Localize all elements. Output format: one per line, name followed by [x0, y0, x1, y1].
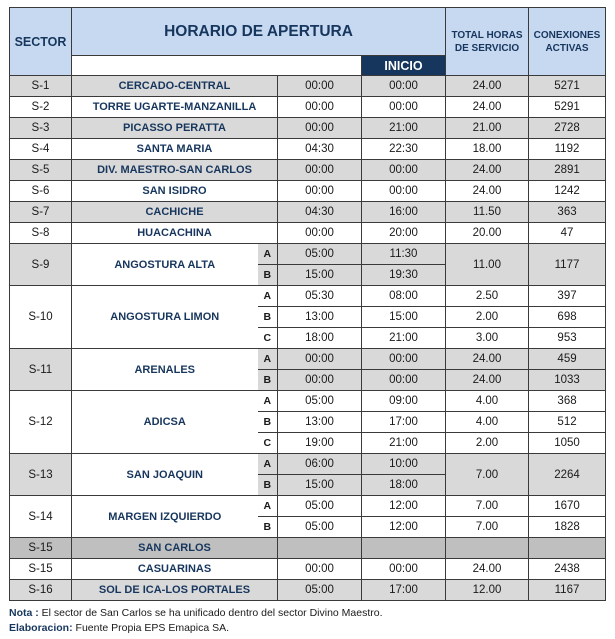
- fin-cell: 19:30: [362, 265, 446, 286]
- fin-cell: 21:00: [362, 118, 446, 139]
- total-cell: 4.00: [446, 412, 529, 433]
- fin-cell: 21:00: [362, 433, 446, 454]
- table-row: [10, 496, 606, 517]
- header-sector: SECTOR: [10, 8, 72, 76]
- fin-cell: 22:30: [362, 139, 446, 160]
- total-cell: 7.00: [446, 496, 529, 517]
- schedule-table: [9, 7, 606, 601]
- header-horario: HORARIO DE APERTURA: [72, 8, 446, 56]
- elaboracion-line: [9, 621, 383, 636]
- inicio-cell: 13:00: [278, 412, 362, 433]
- total-cell: 7.00: [446, 517, 529, 538]
- subsector-label: B: [258, 265, 278, 286]
- sector-cell: S-14: [10, 496, 72, 538]
- inicio-cell: 05:00: [278, 244, 362, 265]
- total-cell: 2.50: [446, 286, 529, 307]
- fin-cell: 20:00: [362, 223, 446, 244]
- sector-cell: S-6: [10, 181, 72, 202]
- inicio-cell: 05:00: [278, 517, 362, 538]
- sector-cell: S-2: [10, 97, 72, 118]
- sector-name: ADICSA: [72, 391, 258, 454]
- sector-cell: S-15: [10, 538, 72, 559]
- total-cell: 24.00: [446, 349, 529, 370]
- sector-cell: S-8: [10, 223, 72, 244]
- header-total-horas: TOTAL HORAS DE SERVICIO: [446, 8, 529, 76]
- sector-name: SAN ISIDRO: [72, 181, 278, 202]
- fin-cell: 16:00: [362, 202, 446, 223]
- sector-name: SANTA MARIA: [72, 139, 278, 160]
- fin-cell: 21:00: [362, 328, 446, 349]
- total-cell: 2.00: [446, 307, 529, 328]
- sector-cell: S-7: [10, 202, 72, 223]
- total-cell: 7.00: [446, 454, 529, 496]
- nota-label: Nota :: [9, 607, 39, 619]
- inicio-cell: 15:00: [278, 475, 362, 496]
- inicio-cell: 05:00: [278, 496, 362, 517]
- inicio-cell: 00:00: [278, 370, 362, 391]
- conexiones-cell: 363: [529, 202, 606, 223]
- sector-name: ANGOSTURA LIMON: [72, 286, 258, 349]
- table-row: [10, 538, 606, 559]
- fin-cell: 00:00: [362, 97, 446, 118]
- conexiones-cell: 1828: [529, 517, 606, 538]
- total-cell: 24.00: [446, 370, 529, 391]
- sector-cell: S-16: [10, 580, 72, 601]
- sector-cell: S-9: [10, 244, 72, 286]
- nota-line: [9, 606, 383, 621]
- sector-name: CACHICHE: [72, 202, 278, 223]
- table-row: [10, 559, 606, 580]
- elaboracion-label: Elaboracion:: [9, 622, 73, 634]
- fin-cell: 17:00: [362, 412, 446, 433]
- table-row: [10, 286, 606, 307]
- inicio-cell: 05:00: [278, 580, 362, 601]
- total-cell: 24.00: [446, 160, 529, 181]
- conexiones-cell: 459: [529, 349, 606, 370]
- conexiones-cell: 2438: [529, 559, 606, 580]
- sector-cell: S-4: [10, 139, 72, 160]
- conexiones-cell: 368: [529, 391, 606, 412]
- inicio-cell: 04:30: [278, 202, 362, 223]
- sector-name: CERCADO-CENTRAL: [72, 76, 278, 97]
- fin-cell: 09:00: [362, 391, 446, 412]
- sector-name: HUACACHINA: [72, 223, 278, 244]
- table-row: [10, 580, 606, 601]
- total-cell: 11.50: [446, 202, 529, 223]
- total-cell: 21.00: [446, 118, 529, 139]
- total-cell: 2.00: [446, 433, 529, 454]
- inicio-cell: 00:00: [278, 76, 362, 97]
- fin-cell: 08:00: [362, 286, 446, 307]
- conexiones-cell: 953: [529, 328, 606, 349]
- subsector-label: A: [258, 496, 278, 517]
- conexiones-cell: [529, 538, 606, 559]
- table-row: [10, 223, 606, 244]
- header-blank-cell: [72, 56, 362, 76]
- sector-name: SAN JOAQUIN: [72, 454, 258, 496]
- conexiones-cell: 1670: [529, 496, 606, 517]
- sector-cell: S-3: [10, 118, 72, 139]
- conexiones-cell: 2264: [529, 454, 606, 496]
- total-cell: 20.00: [446, 223, 529, 244]
- conexiones-cell: 1192: [529, 139, 606, 160]
- fin-cell: 15:00: [362, 307, 446, 328]
- subsector-label: A: [258, 244, 278, 265]
- fin-cell: 12:00: [362, 496, 446, 517]
- table-row: [10, 76, 606, 97]
- inicio-cell: 00:00: [278, 223, 362, 244]
- fin-cell: 17:00: [362, 580, 446, 601]
- fin-cell: 12:00: [362, 517, 446, 538]
- table-row: [10, 160, 606, 181]
- conexiones-cell: 512: [529, 412, 606, 433]
- inicio-cell: 13:00: [278, 307, 362, 328]
- subsector-label: B: [258, 307, 278, 328]
- sector-name: CASUARINAS: [72, 559, 278, 580]
- inicio-cell: 04:30: [278, 139, 362, 160]
- sector-name: TORRE UGARTE-MANZANILLA: [72, 97, 278, 118]
- sector-cell: S-1: [10, 76, 72, 97]
- sector-cell: S-13: [10, 454, 72, 496]
- fin-cell: 18:00: [362, 475, 446, 496]
- table-row: [10, 391, 606, 412]
- subsector-label: B: [258, 517, 278, 538]
- fin-cell: 11:30: [362, 244, 446, 265]
- sector-name: MARGEN IZQUIERDO: [72, 496, 258, 538]
- total-cell: 11.00: [446, 244, 529, 286]
- conexiones-cell: 47: [529, 223, 606, 244]
- conexiones-cell: 5271: [529, 76, 606, 97]
- table-row: [10, 118, 606, 139]
- inicio-cell: 00:00: [278, 559, 362, 580]
- header-conexiones: CONEXIONES ACTIVAS: [529, 8, 606, 76]
- sector-name: DIV. MAESTRO-SAN CARLOS: [72, 160, 278, 181]
- inicio-cell: 00:00: [278, 160, 362, 181]
- total-cell: 12.00: [446, 580, 529, 601]
- table-row: [10, 454, 606, 475]
- header-inicio: INICIO: [362, 56, 446, 76]
- sector-name: ANGOSTURA ALTA: [72, 244, 258, 286]
- sector-cell: S-5: [10, 160, 72, 181]
- conexiones-cell: 698: [529, 307, 606, 328]
- nota-text: El sector de San Carlos se ha unificado dentro del sector Divino Maestro.: [38, 607, 383, 619]
- fin-cell: [362, 538, 446, 559]
- inicio-cell: 18:00: [278, 328, 362, 349]
- subsector-label: B: [258, 475, 278, 496]
- conexiones-cell: 5291: [529, 97, 606, 118]
- sector-name: SAN CARLOS: [72, 538, 278, 559]
- sector-name: PICASSO PERATTA: [72, 118, 278, 139]
- conexiones-cell: 397: [529, 286, 606, 307]
- subsector-label: C: [258, 328, 278, 349]
- table-row: [10, 349, 606, 370]
- conexiones-cell: 1242: [529, 181, 606, 202]
- conexiones-cell: 2728: [529, 118, 606, 139]
- total-cell: 4.00: [446, 391, 529, 412]
- fin-cell: 00:00: [362, 160, 446, 181]
- conexiones-cell: 1177: [529, 244, 606, 286]
- sector-cell: S-10: [10, 286, 72, 349]
- inicio-cell: 00:00: [278, 349, 362, 370]
- subsector-label: B: [258, 412, 278, 433]
- table-row: [10, 181, 606, 202]
- conexiones-cell: 2891: [529, 160, 606, 181]
- total-cell: 3.00: [446, 328, 529, 349]
- sector-cell: S-12: [10, 391, 72, 454]
- sector-name: SOL DE ICA-LOS PORTALES: [72, 580, 278, 601]
- elaboracion-text: Fuente Propia EPS Emapica SA.: [72, 622, 230, 634]
- table-row: [10, 97, 606, 118]
- footnotes: [9, 606, 383, 636]
- fin-cell: 10:00: [362, 454, 446, 475]
- inicio-cell: 05:30: [278, 286, 362, 307]
- total-cell: 24.00: [446, 559, 529, 580]
- fin-cell: 00:00: [362, 76, 446, 97]
- table-row: [10, 202, 606, 223]
- subsector-label: B: [258, 370, 278, 391]
- fin-cell: 00:00: [362, 559, 446, 580]
- total-cell: 24.00: [446, 97, 529, 118]
- sector-cell: S-15: [10, 559, 72, 580]
- conexiones-cell: 1033: [529, 370, 606, 391]
- fin-cell: 00:00: [362, 181, 446, 202]
- inicio-cell: 00:00: [278, 118, 362, 139]
- subsector-label: C: [258, 433, 278, 454]
- total-cell: [446, 538, 529, 559]
- total-cell: 24.00: [446, 181, 529, 202]
- conexiones-cell: 1167: [529, 580, 606, 601]
- inicio-cell: [278, 538, 362, 559]
- subsector-label: A: [258, 454, 278, 475]
- table-row: [10, 244, 606, 265]
- sector-cell: S-11: [10, 349, 72, 391]
- subsector-label: A: [258, 391, 278, 412]
- inicio-cell: 00:00: [278, 97, 362, 118]
- subsector-label: A: [258, 286, 278, 307]
- fin-cell: 00:00: [362, 370, 446, 391]
- fin-cell: 00:00: [362, 349, 446, 370]
- inicio-cell: 00:00: [278, 181, 362, 202]
- conexiones-cell: 1050: [529, 433, 606, 454]
- subsector-label: A: [258, 349, 278, 370]
- inicio-cell: 06:00: [278, 454, 362, 475]
- inicio-cell: 15:00: [278, 265, 362, 286]
- inicio-cell: 19:00: [278, 433, 362, 454]
- sector-name: ARENALES: [72, 349, 258, 391]
- total-cell: 24.00: [446, 76, 529, 97]
- inicio-cell: 05:00: [278, 391, 362, 412]
- total-cell: 18.00: [446, 139, 529, 160]
- table-row: [10, 139, 606, 160]
